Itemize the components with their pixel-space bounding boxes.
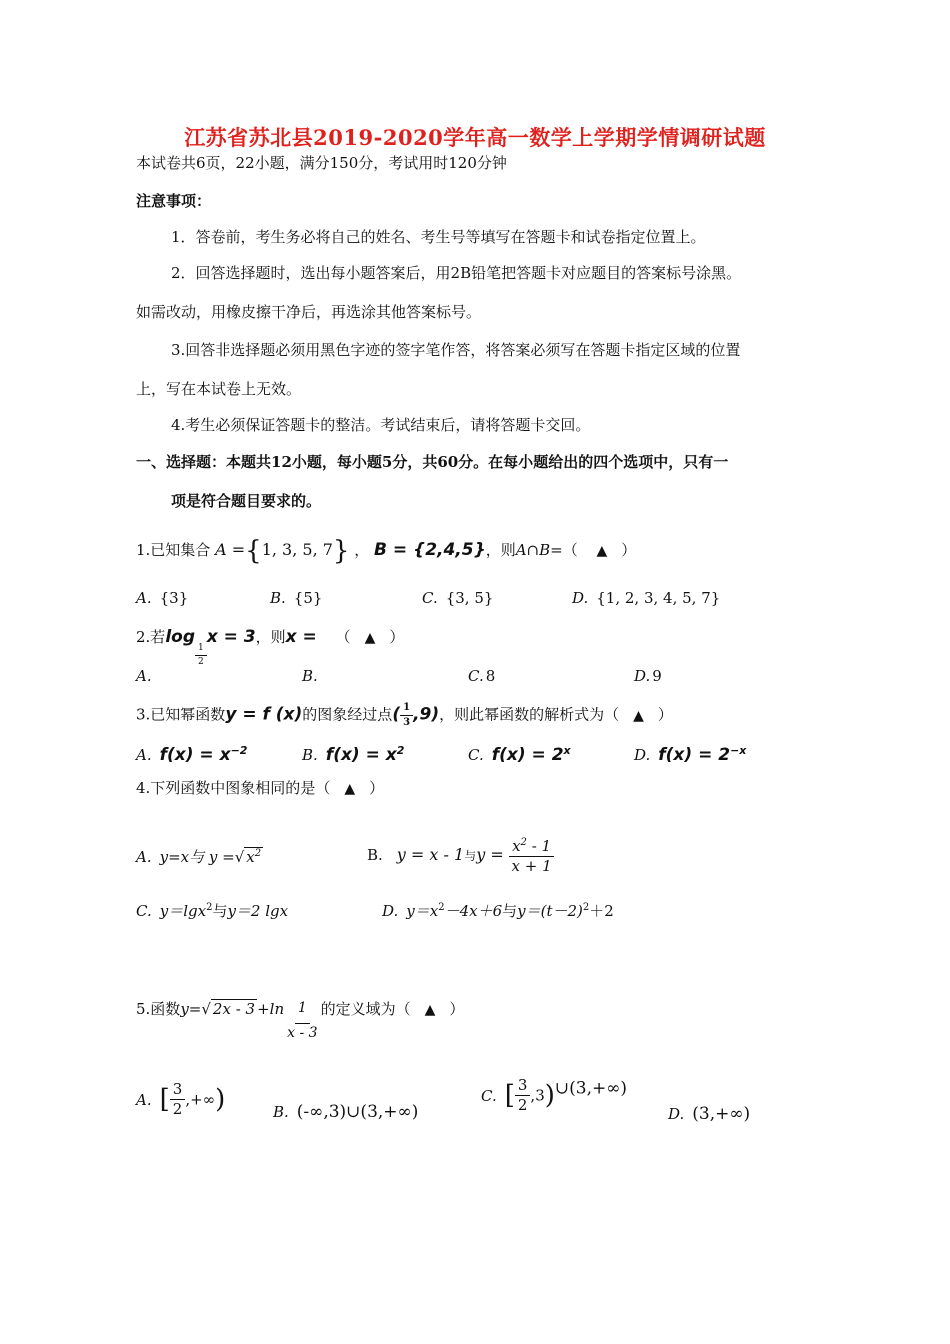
- option-label: D.: [634, 746, 651, 764]
- option-text: ,3: [530, 1086, 545, 1105]
- option-text: －4x＋6: [444, 902, 503, 920]
- q3-option-b: [302, 744, 404, 765]
- q1-option-d: [572, 589, 720, 607]
- fraction-denominator: 2: [172, 1100, 183, 1118]
- q4-b-fraction: [509, 838, 555, 874]
- option-fraction: [515, 1078, 531, 1113]
- q1-paren: （: [562, 541, 578, 559]
- option-text: y=x与: [159, 848, 205, 866]
- notice-item-1: 1．答卷前，考生务必将自己的姓名、考生号等填写在答题卡和试卷指定位置上。: [171, 228, 706, 246]
- fraction-numerator: [509, 838, 554, 857]
- option-label: D.: [634, 667, 651, 685]
- q5-y: y=: [180, 1000, 202, 1018]
- sqrt-radicand: [244, 847, 263, 866]
- fraction-denominator: x - 3: [287, 1025, 318, 1041]
- q2-option-d: [634, 667, 662, 685]
- option-label: A.: [136, 667, 152, 685]
- bracket-open-icon: [: [504, 1080, 515, 1111]
- option-text: y＝x: [406, 902, 439, 920]
- q5-prefix: 5.函数: [136, 1000, 181, 1018]
- fraction-denominator: 2: [517, 1096, 528, 1114]
- q4-option-c: [136, 900, 288, 921]
- notice-item-4: 4.考生必须保证答题卡的整洁。考试结束后，请将答题卡交回。: [171, 416, 591, 434]
- q5-option-a: [136, 1082, 225, 1117]
- paren-close-icon: ): [215, 1084, 226, 1115]
- option-text: {3}: [159, 589, 189, 607]
- q1-set-b: B = {2,4,5}: [374, 540, 486, 560]
- option-text: 8: [485, 667, 496, 685]
- notice-item-3: 3.回答非选择题必须用黑色字迹的签字笔作答，将答案必须写在答题卡指定区域的位置: [171, 341, 741, 359]
- option-base: f(x) = x: [325, 745, 397, 765]
- option-text: 与: [212, 902, 228, 920]
- radicand-exponent: 2: [254, 848, 262, 859]
- q1-set-a-close-brace: }: [332, 536, 350, 566]
- option-label: D.: [382, 902, 399, 920]
- q2-log: log: [165, 627, 195, 647]
- q3-mid: 的图象经过点: [302, 705, 393, 724]
- option-text: (-∞,3)∪(3,+∞): [296, 1102, 419, 1122]
- q2-option-c: [468, 667, 495, 685]
- bracket-open-icon: [: [159, 1084, 170, 1115]
- notice-item-2: 2．回答选择题时，选出每小题答案后，用2B铅笔把答题卡对应题目的答案标号涂黑。: [171, 264, 742, 282]
- option-fraction: [170, 1082, 186, 1117]
- option-text: y =: [476, 845, 504, 864]
- option-text: (3,+∞): [692, 1104, 751, 1124]
- fraction-numerator: 1: [295, 1001, 310, 1024]
- question-5: [136, 998, 464, 1040]
- q3-suffix: ，则此幂函数的解析式为（: [439, 705, 620, 724]
- q1-close: ）: [621, 541, 637, 559]
- option-text: {3, 5}: [445, 589, 494, 607]
- q4-option-a: [136, 846, 263, 867]
- q1-set-a: 1, 3, 5, 7: [261, 540, 333, 559]
- option-label: C.: [481, 1086, 497, 1105]
- option-label: A.: [136, 1090, 152, 1109]
- option-label: B.: [302, 746, 318, 764]
- option-label: A.: [136, 848, 152, 866]
- option-text: y =: [208, 848, 235, 866]
- option-label: B.: [270, 589, 286, 607]
- q5-option-b: [273, 1102, 418, 1122]
- numerator-base: x: [512, 837, 521, 855]
- question-3: [136, 703, 673, 728]
- q2-mid: ，则: [255, 628, 286, 646]
- question-4: [136, 777, 384, 798]
- sqrt-sign-icon: √: [234, 848, 245, 866]
- fraction-denominator: 3: [403, 717, 411, 728]
- q2-prefix: 2.若: [136, 628, 166, 646]
- q2-close: ）: [389, 628, 405, 646]
- option-label: D.: [572, 589, 589, 607]
- option-label: B.: [302, 667, 318, 685]
- q2-option-a: [136, 667, 160, 685]
- q1-suffix: ，则: [485, 541, 516, 559]
- q1-prefix: 1.已知集合: [136, 541, 211, 559]
- answer-triangle-icon: ▲: [633, 707, 644, 724]
- sqrt-sign-icon: √: [201, 1000, 211, 1018]
- q1-expr: A∩B=: [515, 541, 563, 559]
- fraction-numerator: 3: [170, 1082, 186, 1100]
- option-text: ,+∞: [185, 1090, 216, 1109]
- answer-triangle-icon: ▲: [596, 543, 608, 559]
- q1-option-a: [136, 589, 188, 607]
- q5-plus: +: [257, 1000, 270, 1018]
- radicand-base: x: [246, 848, 255, 866]
- q5-fraction: [284, 1001, 320, 1040]
- option-exponent: 2: [206, 902, 213, 913]
- option-text: ∪(3,+∞): [554, 1078, 628, 1099]
- option-text: y = x - 1: [396, 845, 465, 864]
- q3-func: y = f (x): [225, 704, 303, 725]
- section-heading-line2: 项是符合题目要求的。: [171, 492, 322, 510]
- numerator-exponent: 2: [520, 837, 527, 848]
- q5-radicand: 2x - 3: [212, 1000, 256, 1018]
- option-text: 与: [502, 902, 518, 920]
- fraction-numerator: 1: [400, 703, 413, 716]
- q5-option-c: [481, 1078, 627, 1113]
- option-text: {1, 2, 3, 4, 5, 7}: [596, 589, 721, 607]
- q3-option-c: [468, 744, 571, 765]
- option-exponent: −x: [730, 744, 747, 757]
- q1-set-a-lhs: A =: [215, 540, 246, 559]
- q1-option-b: [270, 589, 322, 607]
- question-2: [136, 626, 404, 667]
- option-base: f(x) = 2: [658, 745, 731, 765]
- q1-set-a-open-brace: {: [245, 536, 262, 566]
- fraction-numerator: 3: [515, 1078, 531, 1096]
- option-base: f(x) = x: [159, 745, 231, 765]
- notice-item-2-cont: 如需改动，用橡皮擦干净后，再选涂其他答案标号。: [136, 303, 482, 321]
- fraction-denominator: x + 1: [511, 857, 552, 875]
- q5-ln: ln: [269, 1000, 285, 1018]
- option-text: 9: [652, 667, 662, 685]
- option-label: B.: [273, 1103, 289, 1121]
- q2-log-rest: x = 3: [206, 627, 256, 647]
- option-text: y＝2 lgx: [227, 902, 289, 920]
- option-exponent: x: [563, 744, 571, 757]
- option-label: A.: [136, 746, 152, 764]
- q3-point-rest: ,9): [413, 704, 440, 725]
- q2-option-b: [302, 667, 326, 685]
- option-text: y＝lgx: [159, 902, 207, 920]
- option-label: A.: [136, 589, 152, 607]
- q4-option-d: [382, 900, 614, 921]
- exam-intro: 本试卷共6页，22小题，满分150分，考试用时120分钟: [136, 154, 507, 172]
- notice-item-3-cont: 上，写在本试卷上无效。: [136, 380, 302, 398]
- paren-close-icon: ): [544, 1080, 555, 1111]
- q2-log-base: [195, 644, 207, 667]
- numerator-rest: - 1: [526, 837, 552, 855]
- q5-close: ）: [449, 1000, 465, 1018]
- option-text: 与: [464, 849, 477, 863]
- q4-close: ）: [369, 779, 385, 797]
- option-exponent: −2: [230, 744, 248, 757]
- q5-option-d: [668, 1104, 750, 1124]
- q2-paren: （: [335, 628, 351, 646]
- q5-suffix: 的定义域为（: [320, 1000, 411, 1018]
- page-title: 江苏省苏北县2019-2020学年高一数学上学期学情调研试题: [184, 125, 766, 150]
- q4-option-b: [367, 838, 555, 874]
- option-exponent: 2: [582, 902, 590, 913]
- question-1: [136, 536, 636, 566]
- q1-mid: ，: [354, 541, 370, 559]
- q1-option-c: [422, 589, 493, 607]
- notice-heading: 注意事项：: [136, 192, 212, 210]
- option-label: C.: [422, 589, 438, 607]
- q3-option-a: [136, 744, 247, 765]
- q3-prefix: 3.已知幂函数: [136, 705, 226, 724]
- option-label: D.: [668, 1105, 685, 1123]
- option-label: C.: [468, 746, 484, 764]
- option-text: ＋2: [589, 902, 614, 920]
- option-label: B.: [367, 846, 383, 864]
- answer-triangle-icon: ▲: [344, 781, 356, 797]
- q3-point-frac: [400, 703, 413, 728]
- q3-close: ）: [657, 705, 673, 724]
- fraction-numerator: 1: [195, 644, 207, 656]
- option-label: C.: [136, 902, 152, 920]
- option-exponent: 2: [438, 902, 445, 913]
- q2-x: x =: [285, 627, 317, 647]
- section-heading-line1: 一、选择题：本题共12小题，每小题5分，共60分。在每小题给出的四个选项中，只有一: [136, 453, 729, 471]
- option-base: f(x) = 2: [491, 745, 564, 765]
- option-label: C.: [468, 667, 484, 685]
- option-exponent: 2: [396, 744, 405, 757]
- answer-triangle-icon: ▲: [364, 630, 376, 646]
- q3-point-open: (: [392, 704, 401, 725]
- q4-text: 4.下列函数中图象相同的是（: [136, 779, 331, 797]
- answer-triangle-icon: ▲: [424, 1002, 436, 1018]
- q3-option-d: [634, 744, 746, 765]
- fraction-denominator: 2: [198, 657, 204, 667]
- option-text: {5}: [293, 589, 323, 607]
- option-text: y＝(t－2): [517, 902, 583, 920]
